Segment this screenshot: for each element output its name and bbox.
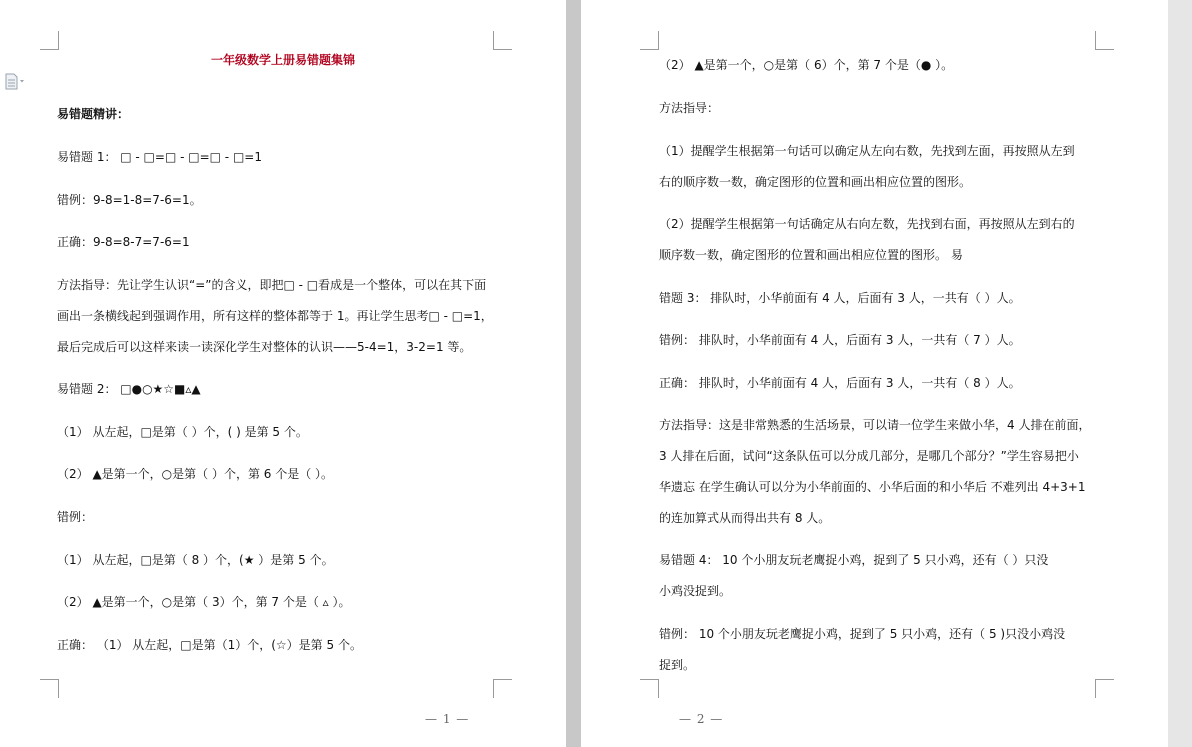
text-line: 方法指导： (659, 101, 720, 115)
text-line: 错例：9-8=1-8=7-6=1。 (57, 193, 202, 207)
document-title: 一年级数学上册易错题集锦 (210, 53, 355, 67)
text-line: 最后完成后可以这样来读一读深化学生对整体的认识——5-4=1，3-2=1 等。 (57, 340, 472, 354)
page-number: — 2 — (679, 712, 724, 726)
text-line: 错例： (57, 510, 94, 524)
window-edge (1168, 0, 1192, 747)
text-line: 华遗忘 在学生确认可以分为小华前面的、小华后面的和小华后 不难列出 4+3+1 (659, 480, 1086, 494)
text-line: 错例： 10 个小朋友玩老鹰捉小鸡，捉到了 5 只小鸡，还有（ 5 )只没小鸡没 (659, 627, 1066, 641)
text-line: 易错题 4： 10 个小朋友玩老鹰捉小鸡，捉到了 5 只小鸡，还有（ ）只没 (659, 553, 1049, 567)
document-page-1 (0, 0, 566, 747)
crop-mark-bottom-right (493, 679, 512, 698)
text-line: （1） 从左起，□是第（ ）个，( ) 是第 5 个。 (57, 425, 308, 439)
text-line: 错题 3： 排队时，小华前面有 4 人，后面有 3 人，一共有（ ）人。 (659, 291, 1021, 305)
text-line: （2） ▲是第一个，○是第（ 6）个，第 7 个是（● ）。 (659, 58, 954, 72)
crop-mark-bottom-left (640, 679, 659, 698)
document-options-icon[interactable] (4, 73, 26, 91)
crop-mark-bottom-left (40, 679, 59, 698)
text-line: 右的顺序数一数，确定图形的位置和画出相应位置的图形。 (659, 175, 972, 189)
document-page-2 (581, 0, 1168, 747)
text-line: （2） ▲是第一个，○是第（ 3）个，第 7 个是（ ▵ ）。 (57, 595, 351, 609)
text-line: 捉到。 (659, 658, 696, 672)
page-number: — 1 — (425, 712, 470, 726)
text-line: 小鸡没捉到。 (659, 584, 732, 598)
text-line: （1）提醒学生根据第一句话可以确定从左向右数，先找到左面，再按照从左到 (659, 144, 1075, 158)
text-line: （2） ▲是第一个，○是第（ ）个，第 6 个是（ ）。 (57, 467, 334, 481)
text-line: （1） 从左起，□是第（ 8 ）个，(★ ）是第 5 个。 (57, 553, 334, 567)
crop-mark-top-left (640, 31, 659, 50)
text-line: （2）提醒学生根据第一句话确定从右向左数，先找到右面，再按照从左到右的 (659, 217, 1075, 231)
text-line: 正确：9-8=8-7=7-6=1 (57, 235, 190, 249)
crop-mark-top-left (40, 31, 59, 50)
section-heading: 易错题精讲： (57, 107, 130, 121)
text-line: 易错题 1： □ - □=□ - □=□ - □=1 (57, 150, 262, 164)
text-line: 易错题 2： □●○★☆■▵▲ (57, 382, 201, 396)
text-line: 画出一条横线起到强调作用，所有这样的整体都等于 1。再让学生思考□ - □=1， (57, 309, 493, 323)
text-line: 正确： 排队时，小华前面有 4 人，后面有 3 人，一共有（ 8 ）人。 (659, 376, 1021, 390)
text-line: 方法指导：先让学生认识“=”的含义，即把□ - □看成是一个整体，可以在其下面 (57, 278, 487, 292)
text-line: 3 人排在后面，试问“这条队伍可以分成几部分，是哪几个部分？”学生容易把小 (659, 449, 1079, 463)
text-line: 方法指导：这是非常熟悉的生活场景，可以请一位学生来做小华，4 人排在前面， (659, 418, 1091, 432)
crop-mark-top-right (493, 31, 512, 50)
text-line: 错例： 排队时，小华前面有 4 人，后面有 3 人，一共有（ 7 ）人。 (659, 333, 1021, 347)
text-line: 正确： （1） 从左起，□是第（1）个，(☆）是第 5 个。 (57, 638, 362, 652)
text-line: 的连加算式从而得出共有 8 人。 (659, 511, 831, 525)
crop-mark-top-right (1095, 31, 1114, 50)
text-line: 顺序数一数，确定图形的位置和画出相应位置的图形。 易 (659, 248, 963, 262)
crop-mark-bottom-right (1095, 679, 1114, 698)
